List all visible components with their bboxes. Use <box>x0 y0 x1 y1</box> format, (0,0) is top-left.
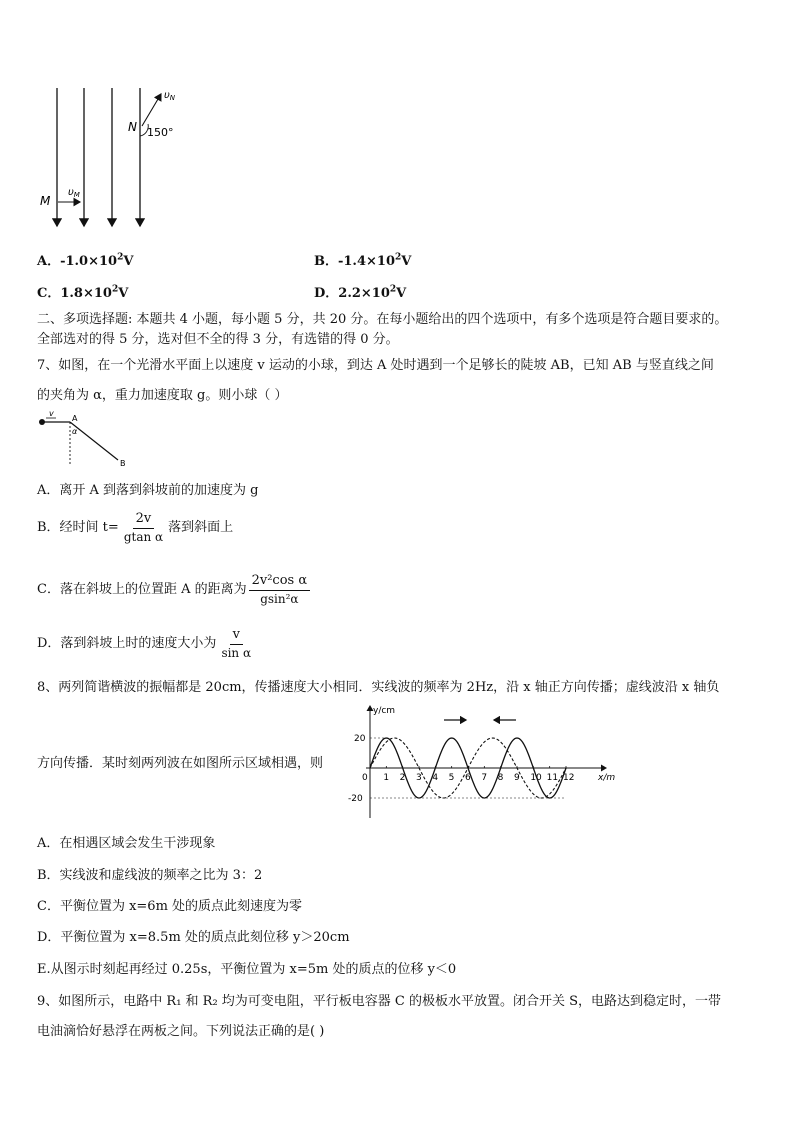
fig-label-alpha: α <box>72 427 78 436</box>
q6-option-a: A．$-1.0\times 10^2V$ <box>37 252 134 269</box>
fig-label-a: A <box>72 414 78 423</box>
label-angle: 150° <box>147 126 174 139</box>
x-axis-label: x/m <box>598 773 616 783</box>
q8-option-a: A．在相遇区域会发生干涉现象 <box>37 836 216 851</box>
q6-option-b: B．$-1.4\times 10^2V$ <box>314 252 412 269</box>
x-tick-label: 1 <box>383 773 390 783</box>
x-tick-label: 3 <box>416 773 422 783</box>
q8-option-c: C．平衡位置为 x=6m 处的质点此刻速度为零 <box>37 899 303 914</box>
y-axis-label: y/cm <box>373 706 396 716</box>
q7-option-b: B．经时间 t= $\frac{2v}{\text{gtan α}}$ 落到斜面上 <box>37 511 234 544</box>
q7-stem-line2: 的夹角为 α，重力加速度取 g。则小球（ ） <box>37 388 288 403</box>
x-tick-label: 12 <box>563 773 575 783</box>
q8-option-b: B．实线波和虚线波的频率之比为 3：2 <box>37 868 263 883</box>
label-m: M <box>40 194 51 208</box>
fig-label-b: B <box>120 459 126 468</box>
x-tick-label: 5 <box>448 773 455 783</box>
q7-stem-line1: 7、如图，在一个光滑水平面上以速度 v 运动的小球，到达 A 处时遇到一个足够长的陡坡 AB，已知 AB 与竖直线之间 <box>37 358 714 373</box>
q9-stem-line2: 电油滴恰好悬浮在两板之间。下列说法正确的是( ) <box>37 1024 325 1039</box>
x-tick-label: 9 <box>514 773 520 783</box>
label-n: N <box>128 120 137 134</box>
x-tick-label: 6 <box>465 773 471 783</box>
x-tick-label: 10 <box>530 773 542 783</box>
q8-option-e: E.从图示时刻起再经过 0.25s，平衡位置为 x=5m 处的质点的位移 y＜0 <box>37 962 457 977</box>
section2-line1: 二、多项选择题: 本题共 4 小题，每小题 5 分，共 20 分。在每小题给出的四个选项中，有多个选项是符合题目要求的。 <box>37 312 728 327</box>
q6-option-d: D．$2.2\times 10^2V$ <box>314 284 407 301</box>
x-tick-label: 7 <box>481 773 488 783</box>
y-tick-20: 20 <box>354 734 366 744</box>
fig-label-v: v <box>49 410 54 418</box>
y-tick-neg20: -20 <box>348 794 363 804</box>
field-figure <box>30 84 200 234</box>
label-vn: $\upsilon_N$ <box>164 90 176 102</box>
origin-label: 0 <box>362 773 368 783</box>
slope-figure <box>34 410 134 470</box>
section2-line2: 全部选对的得 5 分，选对但不全的得 3 分，有选错的得 0 分。 <box>37 332 399 347</box>
label-vm: $\upsilon_M$ <box>68 187 80 199</box>
q8-stem-line2: 方向传播．某时刻两列波在如图所示区域相遇，则 <box>37 756 324 771</box>
x-tick-label: 11 <box>546 773 559 783</box>
x-tick-label: 8 <box>497 773 504 783</box>
q7-option-a: A．离开 A 到落到斜坡前的加速度为 g <box>37 483 259 498</box>
q9-stem-line1: 9、如图所示，电路中 R₁ 和 R₂ 均为可变电阻，平行板电容器 C 的极板水平放置。闭合开关 S，电路达到稳定时，一带 <box>37 994 722 1009</box>
x-tick-label: 4 <box>432 773 439 783</box>
q7-option-c: C．落在斜坡上的位置距 A 的距离为 $\frac{\text{2v²cos α}}{\text{gsin²α}}$ <box>37 574 312 605</box>
x-tick-label: 2 <box>399 773 406 783</box>
q6-option-c: C．$1.8\times 10^2V$ <box>37 284 129 301</box>
q8-option-d: D．平衡位置为 x=8.5m 处的质点此刻位移 y＞20cm <box>37 930 350 945</box>
q8-stem-line1: 8、两列简谐横波的振幅都是 20cm，传播速度大小相同．实线波的频率为 2Hz，沿 x 轴正方向传播；虚线波沿 x 轴负 <box>37 680 720 695</box>
q7-option-d: D．落到斜坡上时的速度大小为 $\frac{v}{\text{sin α}}$ <box>37 627 252 660</box>
wave-chart <box>340 700 620 820</box>
